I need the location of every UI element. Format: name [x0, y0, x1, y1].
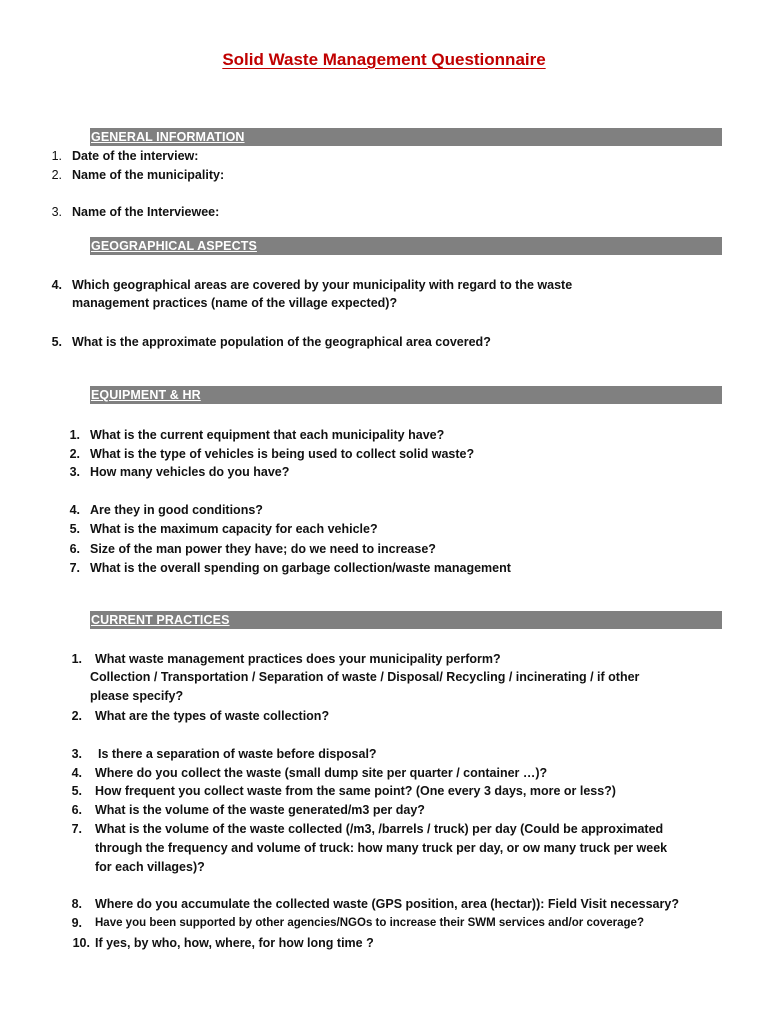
questionnaire-page: Solid Waste Management Questionnaire GENERAL INFORMATION 1. Date of the interview: 2. Name of the municipality: 3. Name of the Interviewee: GEOGRAPHICAL ASPECTS 4. Which geographical areas are covered by your municipality with regard to the waste management practices (name of the village expected)? 5. What is the approximate population of the geographical area covered? EQUIPMENT & HR 1. What is the current equipment that each municipality have? 2. What is the type of vehicles is being used to collect solid waste? 3. How many vehicles do you have? 4. Are they in good conditions? 5. What is the maximum capacity for each vehicle? 6. Size of the man power they have; do we need to increase? 7. What is the overall spending on garbage collection/waste management CURRENT PRACTICES 1. What waste management practices does your municipality perform? Collection / Transportation / Separation of waste / Disposal/ Recycling / incinerating / if other please specify? 2. What are the types of waste collection? 3. Is there a separation of waste before disposal? 4. Where do you collect the waste (small dump site per quarter / container …)? 5. How frequent you collect waste from the same point? (One every 3 days, more or less?) 6. What is the volume of the waste generated/m3 per day? 7. What is the volume of the waste collected (/m3, /barrels / truck) per day (Could be approximated through the frequency and volume of truck: how many truck per day, or ow many truck per week for each villages)? 8. Where do you accumulate the collected waste (GPS position, area (hectar)): Field Visit necessary? 9. Have you been supported by other agencies/NGOs to increase their SWM services and/or coverage? 10. If yes, by who, how, where, for how long time ? [0, 0, 768, 1024]
page-title: Solid Waste Management Questionnaire [222, 50, 546, 69]
section-geographical-aspects: GEOGRAPHICAL ASPECTS [90, 237, 722, 255]
section-general-information: GENERAL INFORMATION [90, 128, 722, 146]
section-current-practices: CURRENT PRACTICES [90, 611, 722, 629]
section-equipment-hr: EQUIPMENT & HR [90, 386, 722, 404]
